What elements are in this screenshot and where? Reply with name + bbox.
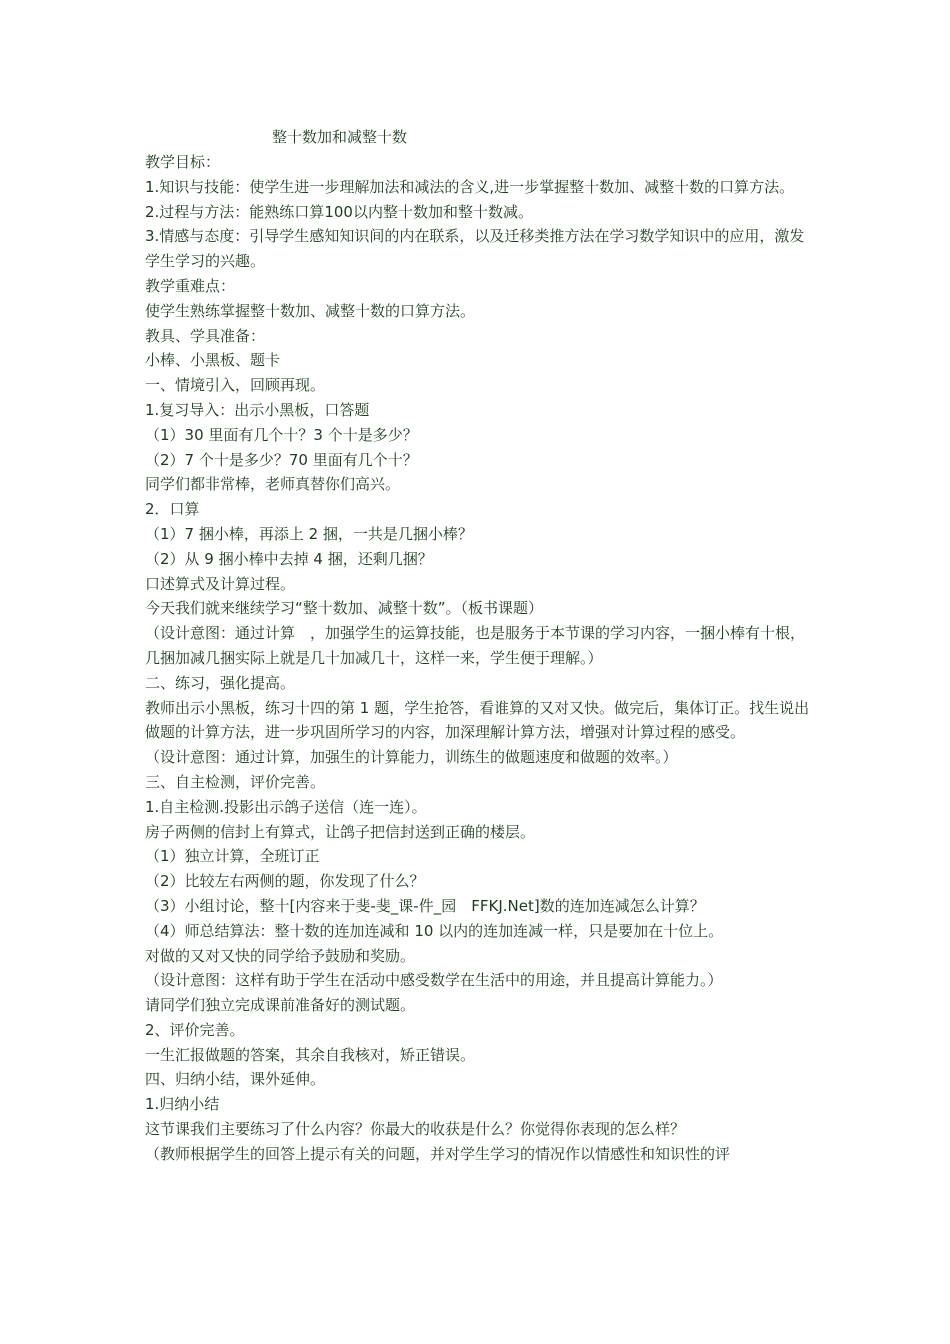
paragraph: 今天我们就来继续学习“整十数加、减整十数”。（板书课题） bbox=[145, 599, 544, 618]
paragraph: 1.自主检测.投影出示鸽子送信（连一连）。 bbox=[145, 797, 427, 816]
paragraph: 教师出示小黑板，练习十四的第 1 题，学生抢答，看谁算的又对又快。做完后，集体订正。找生说出做题的计算方法，进一步巩固所学习的内容，加深理解计算方法，增强对计算过程的感受。 bbox=[145, 698, 810, 742]
paragraph: （1）7 捆小棒，再添上 2 捆，一共是几捆小棒？ bbox=[145, 524, 473, 543]
paragraph: （4）师总结算法：整十数的连加连减和 10 以内的连加连减一样，只是要加在十位上。 bbox=[145, 921, 724, 940]
paragraph: 这节课我们主要练习了什么内容？你最大的收获是什么？你觉得你表现的怎么样？ bbox=[145, 1120, 686, 1139]
paragraph: （设计意图：这样有助于学生在活动中感受数学在生活中的用途，并且提高计算能力。） bbox=[145, 971, 723, 990]
paragraph: 请同学们独立完成课前准备好的测试题。 bbox=[145, 996, 416, 1015]
document-title: 整十数加和减整十数 bbox=[272, 128, 408, 146]
paragraph: 使学生熟练掌握整十数加、减整十数的口算方法。 bbox=[145, 301, 476, 320]
paragraph: 1.归纳小结 bbox=[145, 1095, 220, 1114]
paragraph: （教师根据学生的回答上提示有关的问题，并对学生学习的情况作以情感性和知识性的评 bbox=[145, 1144, 731, 1163]
paragraph: 房子两侧的信封上有算式，让鸽子把信封送到正确的楼层。 bbox=[145, 822, 536, 841]
paragraph: 对做的又对又快的同学给予鼓励和奖励。 bbox=[145, 946, 416, 965]
heading-teaching-goals: 教学目标： bbox=[145, 153, 221, 171]
paragraph: （2）7 个十是多少？70 里面有几个十？ bbox=[145, 450, 418, 469]
paragraph: 一生汇报做题的答案，其余自我核对，矫正错误。 bbox=[145, 1045, 476, 1064]
section-heading: 二、练习，强化提高。 bbox=[145, 673, 296, 692]
heading-key-points: 教学重难点： bbox=[145, 276, 236, 295]
paragraph: （3）小组讨论，整十[内容来于斐-斐_课-件_园 FFKJ.Net]数的连加连减怎么计算？ bbox=[145, 896, 705, 915]
paragraph: 同学们都非常棒，老师真替你们高兴。 bbox=[145, 475, 401, 494]
document-body bbox=[145, 150, 810, 1167]
paragraph: 2、评价完善。 bbox=[145, 1020, 245, 1039]
section-heading: 四、归纳小结，课外延伸。 bbox=[145, 1070, 326, 1089]
section-heading: 三、自主检测，评价完善。 bbox=[145, 772, 326, 791]
section-heading: 一、情境引入，回顾再现。 bbox=[145, 376, 326, 395]
paragraph: （1）独立计算，全班订正 bbox=[145, 847, 320, 866]
paragraph: 2.过程与方法：能熟练口算100以内整十数加和整十数减。 bbox=[145, 202, 533, 221]
paragraph: （设计意图：通过计算，加强生的计算能力，训练生的做题速度和做题的效率。） bbox=[145, 748, 678, 767]
paragraph: （2）比较左右两侧的题，你发现了什么？ bbox=[145, 872, 425, 891]
paragraph: （2）从 9 捆小棒中去掉 4 捆，还剩几捆？ bbox=[145, 549, 433, 568]
paragraph: 1.复习导入：出示小黑板，口答题 bbox=[145, 400, 370, 419]
paragraph: 口述算式及计算过程。 bbox=[145, 574, 296, 593]
paragraph: 小棒、小黑板、题卡 bbox=[145, 351, 281, 370]
paragraph: （设计意图：通过计算 ，加强学生的运算技能，也是服务于本节课的学习内容，一捆小棒有十根，几捆加减几捆实际上就是几十加减几十，这样一来，学生便于理解。） bbox=[145, 624, 806, 667]
paragraph: 1.知识与技能：使学生进一步理解加法和减法的含义,进一步掌握整十数加、减整十数的口算方法。 bbox=[145, 177, 795, 196]
heading-materials: 教具、学具准备： bbox=[145, 326, 266, 345]
paragraph: 3.情感与态度：引导学生感知知识间的内在联系，以及迁移类推方法在学习数学知识中的应用，激发学生学习的兴趣。 bbox=[145, 227, 805, 271]
paragraph: 2．口算 bbox=[145, 500, 200, 519]
paragraph: （1）30 里面有几个十？3 个十是多少？ bbox=[145, 425, 418, 444]
